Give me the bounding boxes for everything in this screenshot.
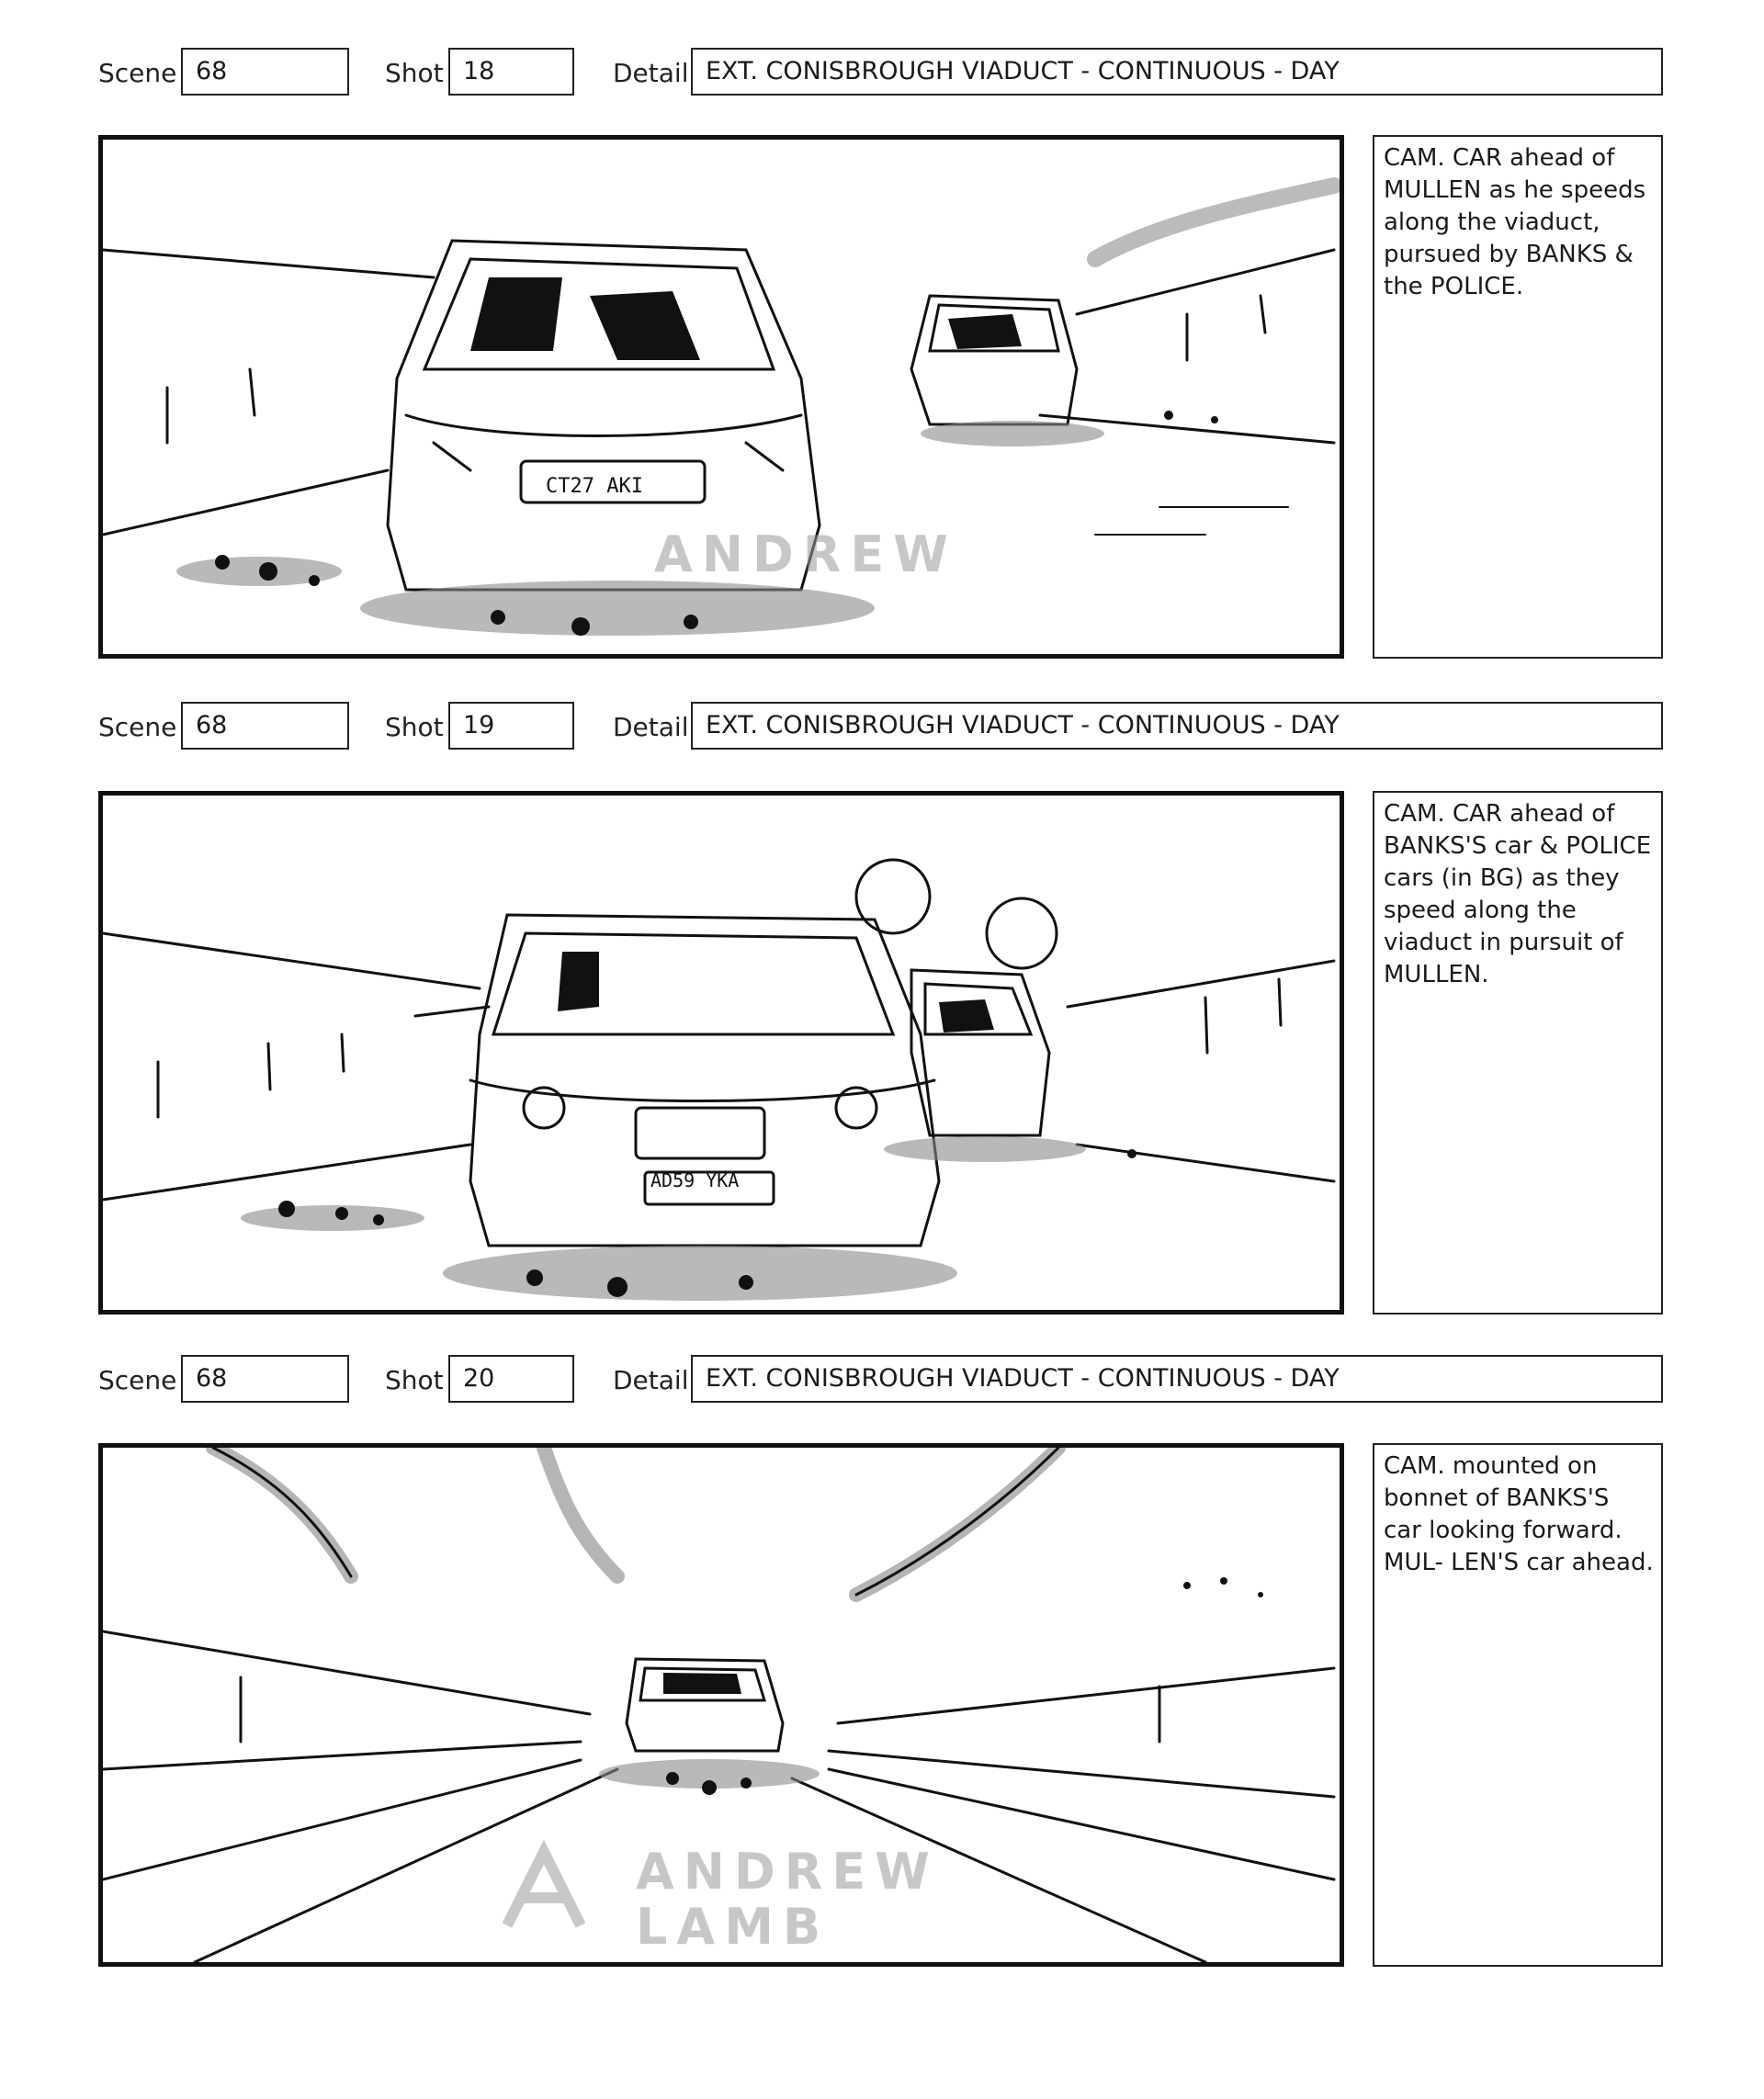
detail-field: EXT. CONISBROUGH VIADUCT - CONTINUOUS - DAY (691, 1355, 1663, 1403)
sketch-car-chase-18 (103, 140, 1340, 654)
scene-field: 68 (181, 702, 349, 750)
watermark-line1: ANDREW (654, 525, 957, 583)
shot-label: Shot (385, 58, 444, 88)
shot-field: 19 (448, 702, 574, 750)
detail-field: EXT. CONISBROUGH VIADUCT - CONTINUOUS - DAY (691, 48, 1663, 96)
shot-20-header (0, 1355, 1764, 1406)
sketch-car-chase-19 (103, 796, 1340, 1310)
storyboard-panel-20 (98, 1443, 1344, 1967)
shot-19-header (0, 702, 1764, 753)
detail-label: Detail (613, 712, 689, 742)
storyboard-panel-19 (98, 791, 1344, 1315)
andrew-lamb-watermark (507, 1843, 939, 1956)
watermark-line1: ANDREW (636, 1843, 939, 1901)
shot-label: Shot (385, 712, 444, 742)
shot-19-notes: CAM. CAR ahead of BANKS'S car & POLICE cars (in BG) as they speed along the viaduct in pursuit of MULLEN. (1373, 791, 1663, 1315)
number-plate-18: CT27 AKI (546, 475, 643, 498)
scene-label: Scene (98, 58, 177, 88)
scene-label: Scene (98, 1365, 177, 1395)
storyboard-panel-18 (98, 135, 1344, 659)
shot-label: Shot (385, 1365, 444, 1395)
detail-field: EXT. CONISBROUGH VIADUCT - CONTINUOUS - DAY (691, 702, 1663, 750)
sketch-car-chase-20 (103, 1448, 1340, 1962)
shot-18-header (0, 48, 1764, 99)
shot-field: 20 (448, 1355, 574, 1403)
shot-field: 18 (448, 48, 574, 96)
watermark-line2: LAMB (636, 1898, 831, 1956)
number-plate-19: AD59 YKA (650, 1169, 740, 1191)
detail-label: Detail (613, 58, 689, 88)
shot-18-notes: CAM. CAR ahead of MULLEN as he speeds along the viaduct, pursued by BANKS & the POLICE. (1373, 135, 1663, 659)
scene-field: 68 (181, 48, 349, 96)
scene-field: 68 (181, 1355, 349, 1403)
shot-20-notes: CAM. mounted on bonnet of BANKS'S car looking forward. MUL- LEN'S car ahead. (1373, 1443, 1663, 1967)
detail-label: Detail (613, 1365, 689, 1395)
scene-label: Scene (98, 712, 177, 742)
